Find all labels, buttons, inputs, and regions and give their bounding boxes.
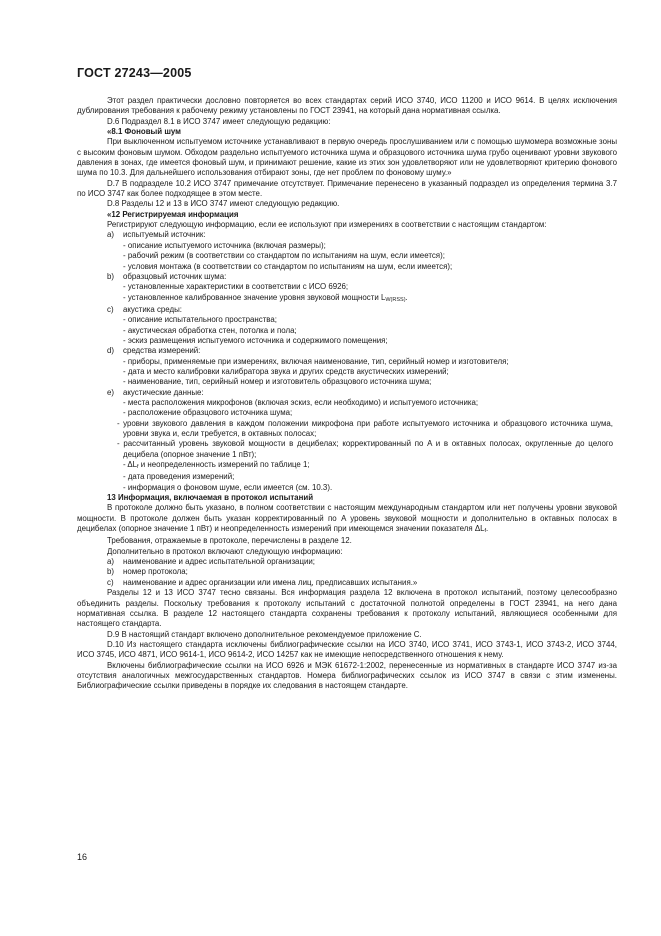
- subscript: W(RSS): [385, 296, 406, 303]
- document-body: [77, 96, 617, 692]
- paragraph: [77, 179, 617, 200]
- sub-list-item: [77, 472, 617, 482]
- paragraph: [77, 199, 617, 209]
- paragraph-text-tail: .: [486, 524, 489, 534]
- paragraph-text: - установленные характеристики в соответствии с ИСО 6926;: [123, 282, 349, 292]
- paragraph-text: При выключенном испытуемом источнике устанавливают в первую очередь прослушиванием или с помощью шумомера возможные зоны с высоким фоновым шумом. Обходом раздельно испытуемого источника шума и образцового источника шума грубо оценивают уровни звукового давления в зонах, где имеется фоновый шум, и принимают решение, какие из этих зон удовлетворяют или не удовлетворяют критерию фонового шума по 10.3. Для дальнейшего использования отбирают зоны, где нет проблем по фоновому шуму.»: [77, 137, 617, 178]
- paragraph-text: «12 Регистрируемая информация: [107, 209, 239, 219]
- paragraph: [77, 493, 617, 503]
- paragraph: [77, 210, 617, 220]
- paragraph-text: - описание испытуемого источника (включая размеры);: [123, 240, 326, 250]
- paragraph-text: - наименование, тип, серийный номер и изготовитель образцового источника шума;: [123, 377, 432, 387]
- paragraph-text: В протоколе должно быть указано, в полном соответствии с настоящим международным стандартом или нет получены уровни звуковой мощности. В протоколе должен быть указан корректированный по A уровень звуковой мощности и дополнительно в октавных полосах в децибелах (опорное значение 1 пВт) и неопределенность измерений при имеющемся значении показателя ΔL: [77, 503, 617, 534]
- paragraph-text: - расположение образцового источника шума;: [123, 408, 293, 418]
- paragraph-text: D.6 Подраздел 8.1 в ИСО 3747 имеет следующую редакцию:: [107, 116, 331, 126]
- paragraph-text: - рассчитанный уровень звуковой мощности в децибелах; корректированный по A и в октавных полосах, округленные до целого децибела (опорное значение 1 пВт);: [117, 439, 613, 459]
- paragraph-text: акустические данные:: [123, 387, 204, 397]
- list-marker: a): [107, 557, 115, 567]
- list-item: [77, 230, 617, 240]
- paragraph: [77, 661, 617, 692]
- list-marker: e): [107, 387, 115, 397]
- list-marker: b): [107, 271, 115, 281]
- paragraph-text: Регистрируют следующую информацию, если ее используют при измерениях в соответствии с настоящим стандартом:: [107, 220, 547, 230]
- paragraph-text: - уровни звукового давления в каждом положении микрофона при работе испытуемого источника и образцового источника шума, уровни звука и, если требуется, в октавных полосах;: [117, 418, 613, 438]
- paragraph: [77, 630, 617, 640]
- paragraph-text: - приборы, применяемые при измерениях, включая наименование, тип, серийный номер и изготовителя;: [123, 356, 509, 366]
- paragraph-text: D.9 В настоящий стандарт включено дополнительное рекомендуемое приложение С.: [107, 629, 422, 639]
- list-marker: d): [107, 346, 115, 356]
- paragraph-text: образцовый источник шума:: [123, 271, 227, 281]
- sub-list-item: [77, 315, 617, 325]
- sub-list-item: [77, 460, 617, 472]
- paragraph: [77, 503, 617, 536]
- paragraph-text-tail: и неопределенность измерений по таблице 1;: [138, 460, 310, 470]
- paragraph-text: D.8 Разделы 12 и 13 в ИСО 3747 имеют следующую редакцию.: [107, 199, 340, 209]
- subscript: f: [137, 464, 139, 471]
- sub-list-item: [77, 367, 617, 377]
- paragraph: [77, 536, 617, 546]
- sub-list-item: [77, 408, 617, 418]
- paragraph-text: - акустическая обработка стен, потолка и пола;: [123, 325, 297, 335]
- paragraph: [77, 588, 617, 629]
- list-marker: c): [107, 577, 114, 587]
- list-item: [77, 557, 617, 567]
- paragraph-text: средства измерений:: [123, 346, 201, 356]
- paragraph-text: испытуемый источник:: [123, 230, 206, 240]
- sub-list-item: [77, 282, 617, 292]
- list-marker: b): [107, 567, 115, 577]
- sub-list-item: [77, 398, 617, 408]
- paragraph-text: - описание испытательного пространства;: [123, 315, 277, 325]
- paragraph-text: - рабочий режим (в соответствии со стандартом по испытаниям на шум, если имеется);: [123, 251, 445, 261]
- document-header: ГОСТ 27243—2005: [77, 66, 192, 80]
- sub-list-item: [77, 439, 617, 460]
- sub-list-item: [77, 357, 617, 367]
- sub-list-item: [77, 377, 617, 387]
- paragraph: [77, 96, 617, 117]
- sub-list-item: [77, 241, 617, 251]
- paragraph-text: - дата и место калибровки калибратора звука и других средств акустических измерений;: [123, 366, 449, 376]
- paragraph-text: номер протокола;: [123, 567, 188, 577]
- sub-list-item: [77, 326, 617, 336]
- paragraph-text: Этот раздел практически дословно повторяется во всех стандартах серий ИСО 3740, ИСО 11200 и ИСО 9614. В целях исключения дублирования требования к рабочему режиму установлены по ГОСТ 23941, на который дана нормативная ссылка.: [77, 96, 617, 116]
- paragraph-text: Требования, отражаемые в протоколе, перечислены в разделе 12.: [107, 536, 352, 546]
- paragraph-text: - ΔL: [123, 460, 138, 470]
- sub-list-item: [77, 336, 617, 346]
- paragraph-text: наименование и адрес организации или имена лиц, предписавших испытания.»: [123, 577, 418, 587]
- list-marker: a): [107, 230, 115, 240]
- subscript: f: [484, 528, 487, 535]
- paragraph-text: Дополнительно в протокол включают следующую информацию:: [107, 546, 343, 556]
- paragraph: [77, 547, 617, 557]
- paragraph-text-tail: .: [405, 292, 408, 302]
- sub-list-item: [77, 251, 617, 261]
- paragraph-text: 13 Информация, включаемая в протокол испытаний: [107, 493, 314, 503]
- list-item: [77, 578, 617, 588]
- sub-list-item: [77, 483, 617, 493]
- paragraph-text: Включены библиографические ссылки на ИСО 6926 и МЭК 61672-1:2002, перенесенные из нормативных в стандарте ИСО 3747 из-за отсутствия аналогичных межгосударственных стандартов. Номера библиографических ссылок из ИСО 3747 в связи с этим изменены. Библиографические ссылки приведены в порядке их следования в настоящем стандарте.: [77, 660, 617, 691]
- paragraph-text: Разделы 12 и 13 ИСО 3747 тесно связаны. Вся информация раздела 12 включена в протокол испытаний, поэтому целесообразно объединить разделы. Поскольку требования к протоколу испытаний с достаточной полнотой определены в ГОСТ 23941, на него дана нормативная ссылка. В разделе 12 настоящего стандарта сохранены требования к протоколу испытаний, являющиеся особенными для настоящего стандарта.: [77, 588, 617, 629]
- paragraph-text: - информация о фоновом шуме, если имеется (см. 10.3).: [123, 482, 333, 492]
- paragraph-text: акустика среды:: [123, 304, 182, 314]
- paragraph: [77, 127, 617, 137]
- paragraph-text: - условия монтажа (в соответствии со стандартом по испытаниям на шум, если имеется);: [123, 261, 453, 271]
- paragraph: [77, 220, 617, 230]
- paragraph: [77, 137, 617, 178]
- sub-list-item: [77, 293, 617, 305]
- sub-list-item: [77, 262, 617, 272]
- list-item: [77, 305, 617, 315]
- paragraph-text: «8.1 Фоновый шум: [107, 127, 182, 137]
- list-marker: c): [107, 304, 114, 314]
- paragraph: [77, 640, 617, 661]
- paragraph-text: D.7 В подразделе 10.2 ИСО 3747 примечание отсутствует. Примечание перенесено в указанный подраздел из определения термина 3.7 по ИСО 3747 как более подходящее в этом месте.: [77, 178, 617, 199]
- list-item: [77, 272, 617, 282]
- list-item: [77, 346, 617, 356]
- list-item: [77, 388, 617, 398]
- paragraph-text: - эскиз размещения испытуемого источника и содержимого помещения;: [123, 335, 388, 345]
- paragraph-text: - дата проведения измерений;: [123, 472, 235, 482]
- paragraph-text: - установленное калиброванное значение уровня звуковой мощности L: [123, 292, 386, 302]
- paragraph-text: наименование и адрес испытательной организации;: [123, 557, 315, 567]
- page-number: 16: [77, 852, 88, 862]
- paragraph: [77, 117, 617, 127]
- list-item: [77, 567, 617, 577]
- sub-list-item: [77, 419, 617, 440]
- paragraph-text: - места расположения микрофонов (включая эскиз, если необходимо) и испытуемого источника;: [123, 397, 479, 407]
- paragraph-text: D.10 Из настоящего стандарта исключены библиографические ссылки на ИСО 3740, ИСО 3741, ИСО 3743-1, ИСО 3743-2, ИСО 3744, ИСО 3745, ИСО 4871, ИСО 9614-1, ИСО 9614-2, ИСО 14257 как не имеющие непосредственного отношения к нему.: [77, 639, 617, 660]
